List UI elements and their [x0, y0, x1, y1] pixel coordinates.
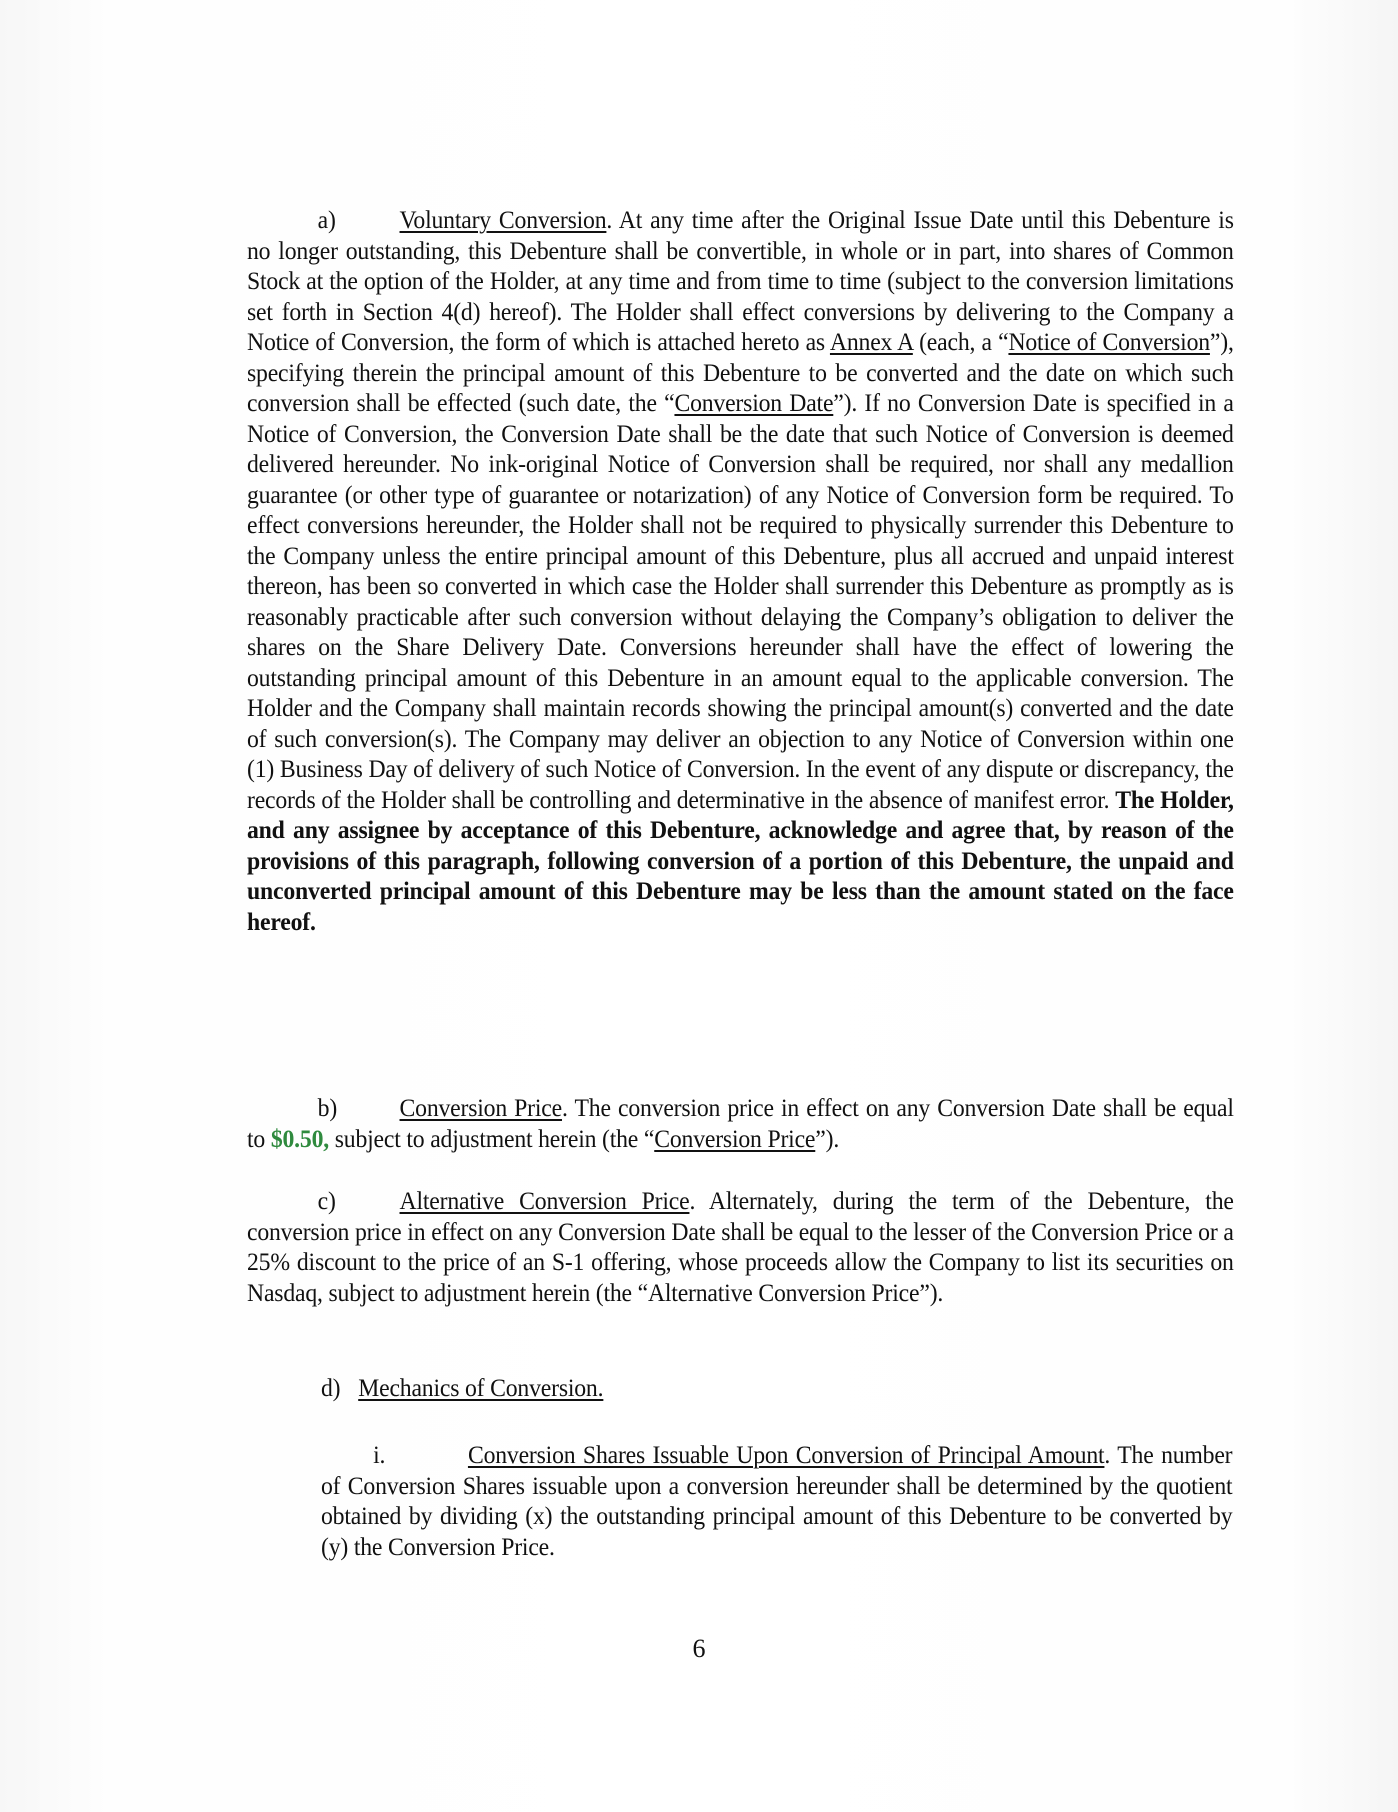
- section-d-mechanics-of-conversion: [321, 1373, 1158, 1404]
- body-text: ”). If no Conversion Date is specified in a Notice of Conversion, the Conversion Date shall be the date that such Notice of Conversion is deemed delivered hereunder. No ink-original Notice of Conversion shall be required, nor shall any medallion guarantee (or other type of guarantee or notarization) of any Notice of Conversion form be required. To effect conversions hereunder, the Holder shall not be required to physically surrender this Debenture to the Company unless the entire principal amount of this Debenture, plus all accrued and unpaid interest thereon, has been so converted in which case the Holder shall surrender this Debenture as promptly as is reasonably practicable after such conversion without delaying the Company’s obligation to deliver the shares on the Share Delivery Date. Conversions hereunder shall have the effect of lowering the outstanding principal amount of this Debenture in an amount equal to the applicable conversion. The Holder and the Company shall maintain records showing the principal amount(s) converted and the date of such conversion(s). The Company may deliver an objection to any Notice of Conversion within one (1) Business Day of delivery of such Notice of Conversion. In the event of any dispute or discrepancy, the records of the Holder shall be controlling and determinative in the absence of manifest error.: [247, 388, 1234, 814]
- body-text: . The number of Conversion Shares issuable upon a conversion hereunder shall be determined by the quotient obtained by dividing (x) the outstanding principal amount of this Debenture to be converted by (y) the Conversion Price.: [321, 1440, 1233, 1561]
- section-marker: c): [317, 1186, 336, 1215]
- section-marker: b): [317, 1093, 338, 1122]
- body-text: subject to adjustment herein (the “: [329, 1123, 655, 1153]
- bold-acknowledgement: The Holder, and any assignee by acceptance of this Debenture, acknowledge and agree that, by reason of the provisions of this paragraph, following conversion of a portion of this Debenture, the unpaid and unconverted principal amount of this Debenture may be less than the amount stated on the face hereof.: [247, 784, 1234, 936]
- body-text: . At any time after the Original Issue Date until this Debenture is no longer outstanding, this Debenture shall be convertible, in whole or in part, into shares of Common Stock at the option of the Holder, at any time and from time to time (subject to the conversion limitations set forth in Section 4(d) hereof). The Holder shall effect conversions by delivering to the Company a Notice of Conversion, the form of which is attached hereto as: [247, 205, 1234, 356]
- section-heading: Voluntary Conversion: [399, 205, 607, 234]
- section-b-conversion-price: [247, 1093, 1234, 1154]
- section-d-i-conversion-shares: [321, 1440, 1232, 1562]
- body-text: (each, a “: [912, 327, 1009, 356]
- section-c-alternative-conversion-price: [247, 1186, 1234, 1308]
- section-marker: i.: [373, 1440, 386, 1469]
- body-text: . Alternately, during the term of the Debenture, the conversion price in effect on any Conversion Date shall be equal to the lesser of the Conversion Price or a 25% discount to the price of an S-1 offering, whose proceeds allow the Company to list its securities on Nasdaq, subject to adjustment herein (the “Alternative Conversion Price”).: [247, 1186, 1234, 1307]
- section-marker: d): [321, 1373, 341, 1402]
- defined-term-notice-of-conversion: Notice of Conversion: [1008, 327, 1210, 356]
- section-a-voluntary-conversion: [247, 205, 1234, 937]
- section-marker: a): [317, 205, 336, 234]
- section-heading: Mechanics of Conversion.: [358, 1373, 604, 1402]
- page-number: 6: [692, 1634, 706, 1663]
- section-heading: Alternative Conversion Price: [399, 1186, 690, 1215]
- section-heading: Conversion Price: [399, 1093, 562, 1122]
- conversion-price-value: $0.50,: [270, 1123, 330, 1153]
- defined-term-conversion-price: Conversion Price: [654, 1123, 816, 1153]
- body-text: ”).: [815, 1123, 840, 1153]
- annex-reference: Annex A: [829, 327, 913, 356]
- section-heading: Conversion Shares Issuable Upon Conversion of Principal Amount: [467, 1440, 1105, 1469]
- body-text: ”), specifying therein the principal amount of this Debenture to be converted and the date on which such conversion shall be effected (such date, the “: [247, 327, 1234, 417]
- body-text: . The conversion price in effect on any Conversion Date shall be equal to: [247, 1093, 1234, 1153]
- defined-term-conversion-date: Conversion Date: [674, 388, 834, 417]
